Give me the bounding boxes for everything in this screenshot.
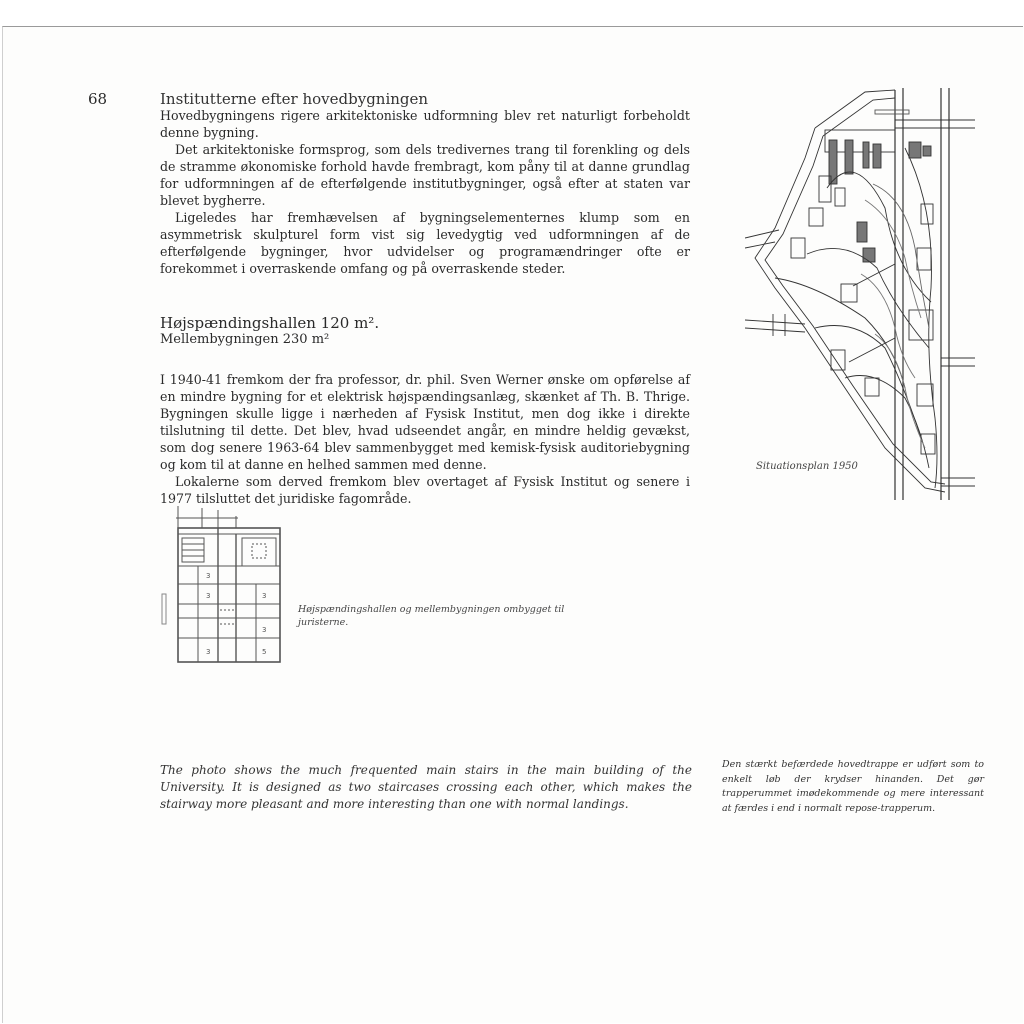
section2-paragraph: I 1940-41 fremkom der fra professor, dr. phil. Sven Werner ønske om opførelse af en mindre bygning for et elektrisk højspændingsanlæg, skænket af Th. B. Thrige. Bygningen skulle ligge i nærheden af Fysisk Institut, men dog ikke i direkte tilslutning til dette. Det blev, hvad udseendet angår, en mindre heldig gevækst, som dog senere 1963-64 blev sammenbygget med kemisk-fysisk auditoriebygning og kom til at danne en helhed sammen med denne. (160, 372, 690, 472)
section-subheading-mellembygningen: Mellembygningen 230 m² (160, 332, 330, 347)
svg-text:3: 3 (262, 592, 267, 600)
english-photo-caption: The photo shows the much frequented main stairs in the main building of the University. It is designed as two staircases crossing each other, which makes the stairway more pleasant and more interesting than one with normal landings. (160, 763, 692, 811)
page-number: 68 (88, 90, 108, 108)
section1-paragraph: Hovedbygningens rigere arkitektoniske udformning blev ret naturligt forbeholdt denne bygning. (160, 108, 690, 140)
siteplan-caption: Situationsplan 1950 (756, 461, 858, 472)
svg-text:3: 3 (206, 648, 211, 656)
section2-paragraph: Lokalerne som derved fremkom blev overtaget af Fysisk Institut og senere i 1977 tilsluttet det juridiske fagområde. (160, 474, 690, 506)
svg-text:3: 3 (206, 592, 211, 600)
section1-body (160, 107, 690, 277)
floorplan-drawing (158, 506, 284, 666)
section1-paragraph: Det arkitektoniske formsprog, som dels tredivernes trang til forenkling og dels de stramme økonomiske forhold havde frembragt, kom påny til at danne grundlag for udformningen af de efterfølgende institutbygninger, også efter at staten var blevet bygherre. (160, 142, 690, 208)
svg-text:3: 3 (206, 572, 211, 580)
section-heading-institutterne: Institutterne efter hovedbygningen (160, 90, 429, 108)
siteplan-drawing (745, 88, 975, 500)
section-heading-hojspaendingshallen: Højspændingshallen 120 m². (160, 314, 380, 332)
section1-paragraph: Ligeledes har fremhævelsen af bygningselementernes klump som en asymmetrisk skulpturel form vist sig levedygtig ved udformningen af de efterfølgende bygninger, hvor udvidelser og programændringer ofte er forekommet i overraskende omfang og på overraskende steder. (160, 210, 690, 276)
floorplan-caption: Højspændingshallen og mellembygningen ombygget til juristerne. (298, 604, 565, 628)
section2-body (160, 371, 690, 507)
svg-text:5: 5 (262, 648, 267, 656)
svg-text:3: 3 (262, 626, 267, 634)
danish-photo-caption: Den stærkt befærdede hovedtrappe er udført som to enkelt løb der krydser hinanden. Det gør trapperummet imødekommende og mere interessant at færdes i end i normalt repose-trapperum. (722, 759, 984, 814)
